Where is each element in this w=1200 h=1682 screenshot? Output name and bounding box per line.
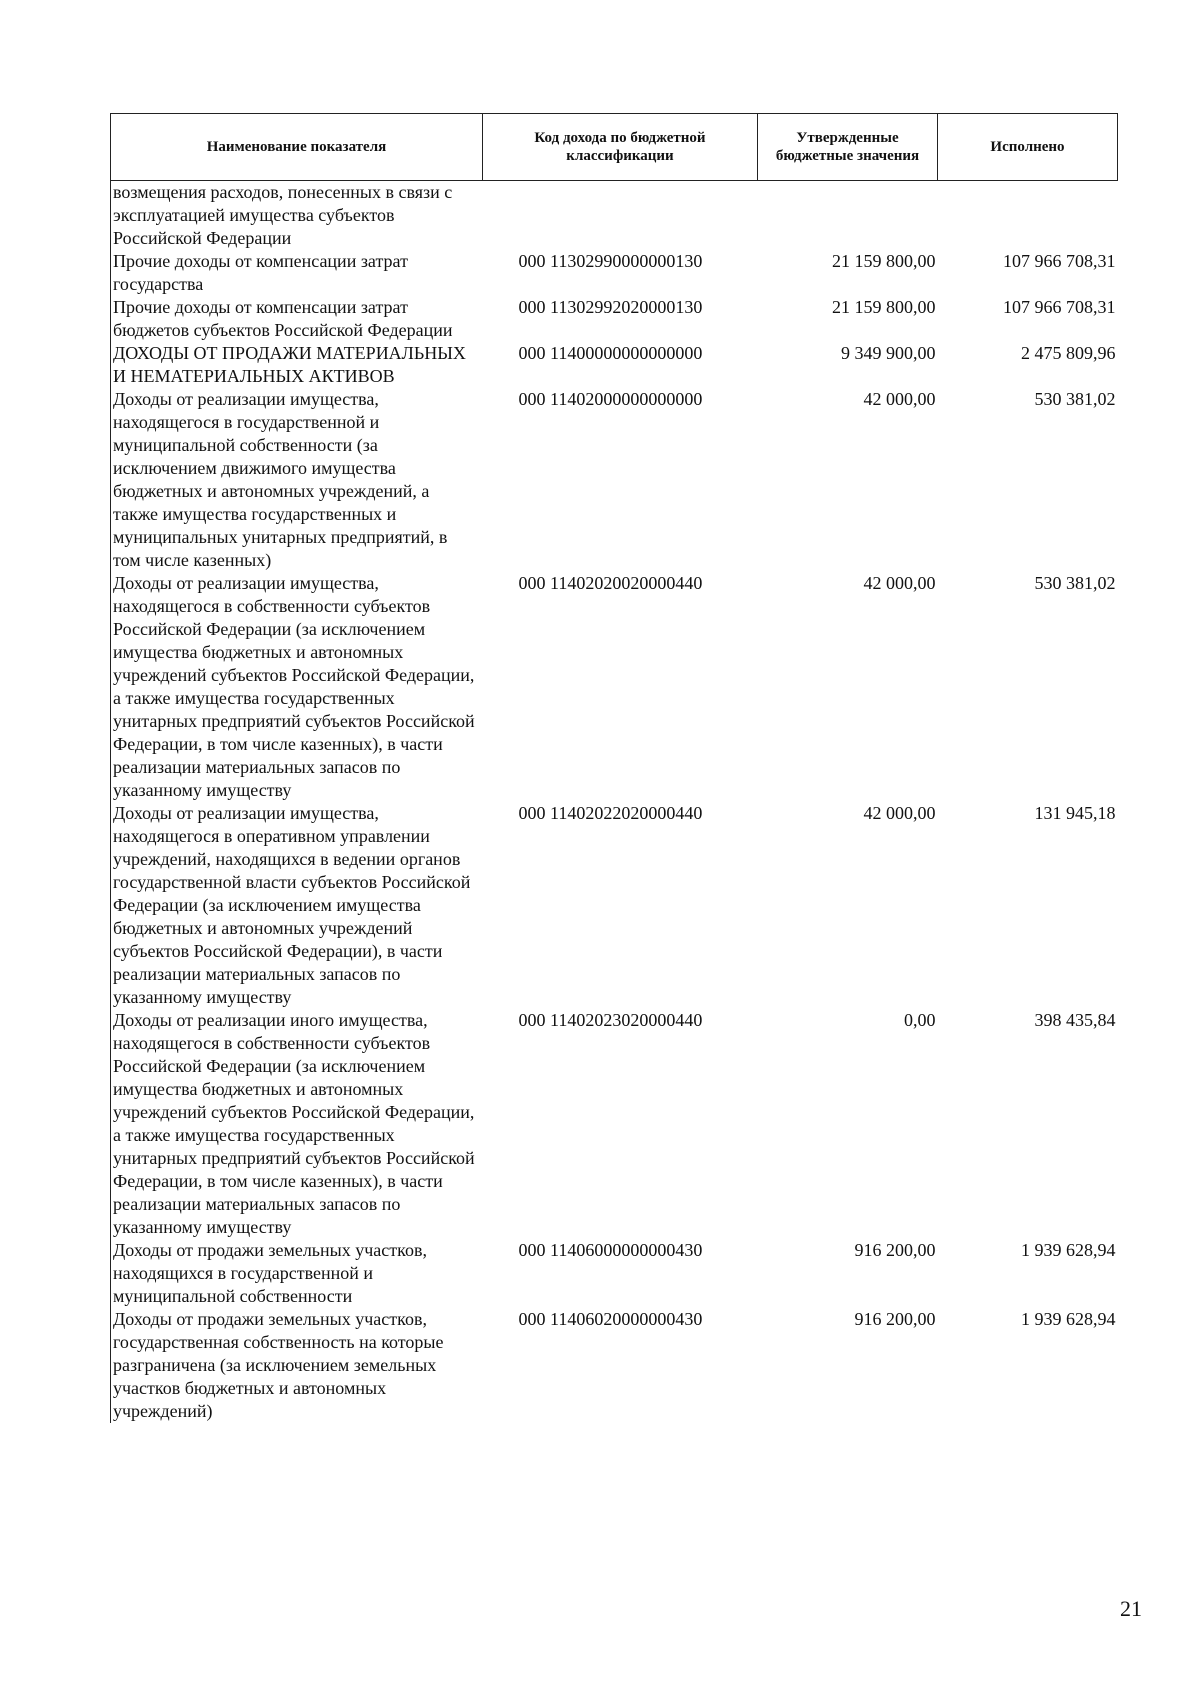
row-code: 000 11400000000000000	[518, 343, 703, 363]
table-body	[111, 181, 1118, 1424]
row-approved: 9 349 900,00	[841, 343, 936, 363]
row-code: 000 11302992020000130	[518, 297, 703, 317]
row-code: 000 11402022020000440	[518, 803, 703, 823]
row-approved: 0,00	[904, 1010, 936, 1030]
row-approved: 42 000,00	[863, 389, 936, 409]
row-approved: 42 000,00	[863, 803, 936, 823]
table-row	[111, 342, 1118, 388]
table-row	[111, 1308, 1118, 1423]
row-executed: 107 966 708,31	[1003, 251, 1116, 271]
table-row	[111, 250, 1118, 296]
header-executed: Исполнено	[938, 114, 1118, 181]
header-revenue-code: Код дохода по бюджетной классификации	[483, 114, 758, 181]
row-executed: 1 939 628,94	[1021, 1240, 1116, 1260]
row-executed	[938, 181, 1118, 251]
row-approved: 42 000,00	[863, 573, 936, 593]
row-executed: 1 939 628,94	[1021, 1309, 1116, 1329]
table-row	[111, 181, 1118, 251]
row-executed: 131 945,18	[1034, 803, 1116, 823]
revenue-table	[110, 113, 1118, 1423]
table-row	[111, 802, 1118, 1009]
row-approved: 916 200,00	[854, 1240, 936, 1260]
table-row	[111, 296, 1118, 342]
row-approved: 916 200,00	[854, 1309, 936, 1329]
row-executed: 398 435,84	[1034, 1010, 1116, 1030]
row-approved: 21 159 800,00	[832, 251, 936, 271]
row-name: Доходы от реализации имущества, находящегося в государственной и муниципальной собственности (за исключением движимого имущества бюджетных и автономных учреждений, а также имущества государственных и муниципальных унитарных предприятий, в том числе казенных)	[111, 388, 483, 572]
row-name: Доходы от реализации иного имущества, находящегося в собственности субъектов Российской Федерации (за исключением имущества бюджетных и автономных учреждений субъектов Российской Федерации, а также имущества государственных унитарных предприятий субъектов Российской Федерации, в том числе казенных), в части реализации материальных запасов по указанному имуществу	[111, 1009, 483, 1239]
row-executed: 530 381,02	[1034, 573, 1116, 593]
row-executed: 530 381,02	[1034, 389, 1116, 409]
row-name: Доходы от продажи земельных участков, находящихся в государственной и муниципальной собственности	[111, 1239, 483, 1308]
row-executed: 107 966 708,31	[1003, 297, 1116, 317]
row-name: ДОХОДЫ ОТ ПРОДАЖИ МАТЕРИАЛЬНЫХ И НЕМАТЕРИАЛЬНЫХ АКТИВОВ	[111, 342, 483, 388]
header-approved-values: Утвержденные бюджетные значения	[758, 114, 938, 181]
row-approved: 21 159 800,00	[832, 297, 936, 317]
row-name: Доходы от продажи земельных участков, государственная собственность на которые разграничена (за исключением земельных участков бюджетных и автономных учреждений)	[111, 1308, 483, 1423]
row-executed: 2 475 809,96	[1021, 343, 1116, 363]
table-header	[111, 114, 1118, 181]
table-row	[111, 1009, 1118, 1239]
row-name: Прочие доходы от компенсации затрат бюджетов субъектов Российской Федерации	[111, 296, 483, 342]
row-code: 000 11406000000000430	[518, 1240, 703, 1260]
page-number: 21	[1120, 1596, 1142, 1621]
row-name: возмещения расходов, понесенных в связи с эксплуатацией имущества субъектов Российской Федерации	[111, 181, 483, 251]
row-code: 000 11406020000000430	[518, 1309, 703, 1329]
row-name: Прочие доходы от компенсации затрат государства	[111, 250, 483, 296]
row-code: 000 11402000000000000	[518, 389, 703, 409]
row-name: Доходы от реализации имущества, находящегося в собственности субъектов Российской Федерации (за исключением имущества бюджетных и автономных учреждений субъектов Российской Федерации, а также имущества государственных унитарных предприятий субъектов Российской Федерации, в том числе казенных), в части реализации материальных запасов по указанному имуществу	[111, 572, 483, 802]
table-row	[111, 388, 1118, 572]
table-row	[111, 572, 1118, 802]
row-code: 000 11402020020000440	[518, 573, 703, 593]
row-code	[483, 181, 758, 251]
header-indicator-name: Наименование показателя	[111, 114, 483, 181]
row-code: 000 11302990000000130	[518, 251, 703, 271]
row-code: 000 11402023020000440	[518, 1010, 703, 1030]
row-approved	[758, 181, 938, 251]
row-name: Доходы от реализации имущества, находящегося в оперативном управлении учреждений, находящихся в ведении органов государственной власти субъектов Российской Федерации (за исключением имущества бюджетных и автономных учреждений субъектов Российской Федерации), в части реализации материальных запасов по указанному имуществу	[111, 802, 483, 1009]
table-row	[111, 1239, 1118, 1308]
